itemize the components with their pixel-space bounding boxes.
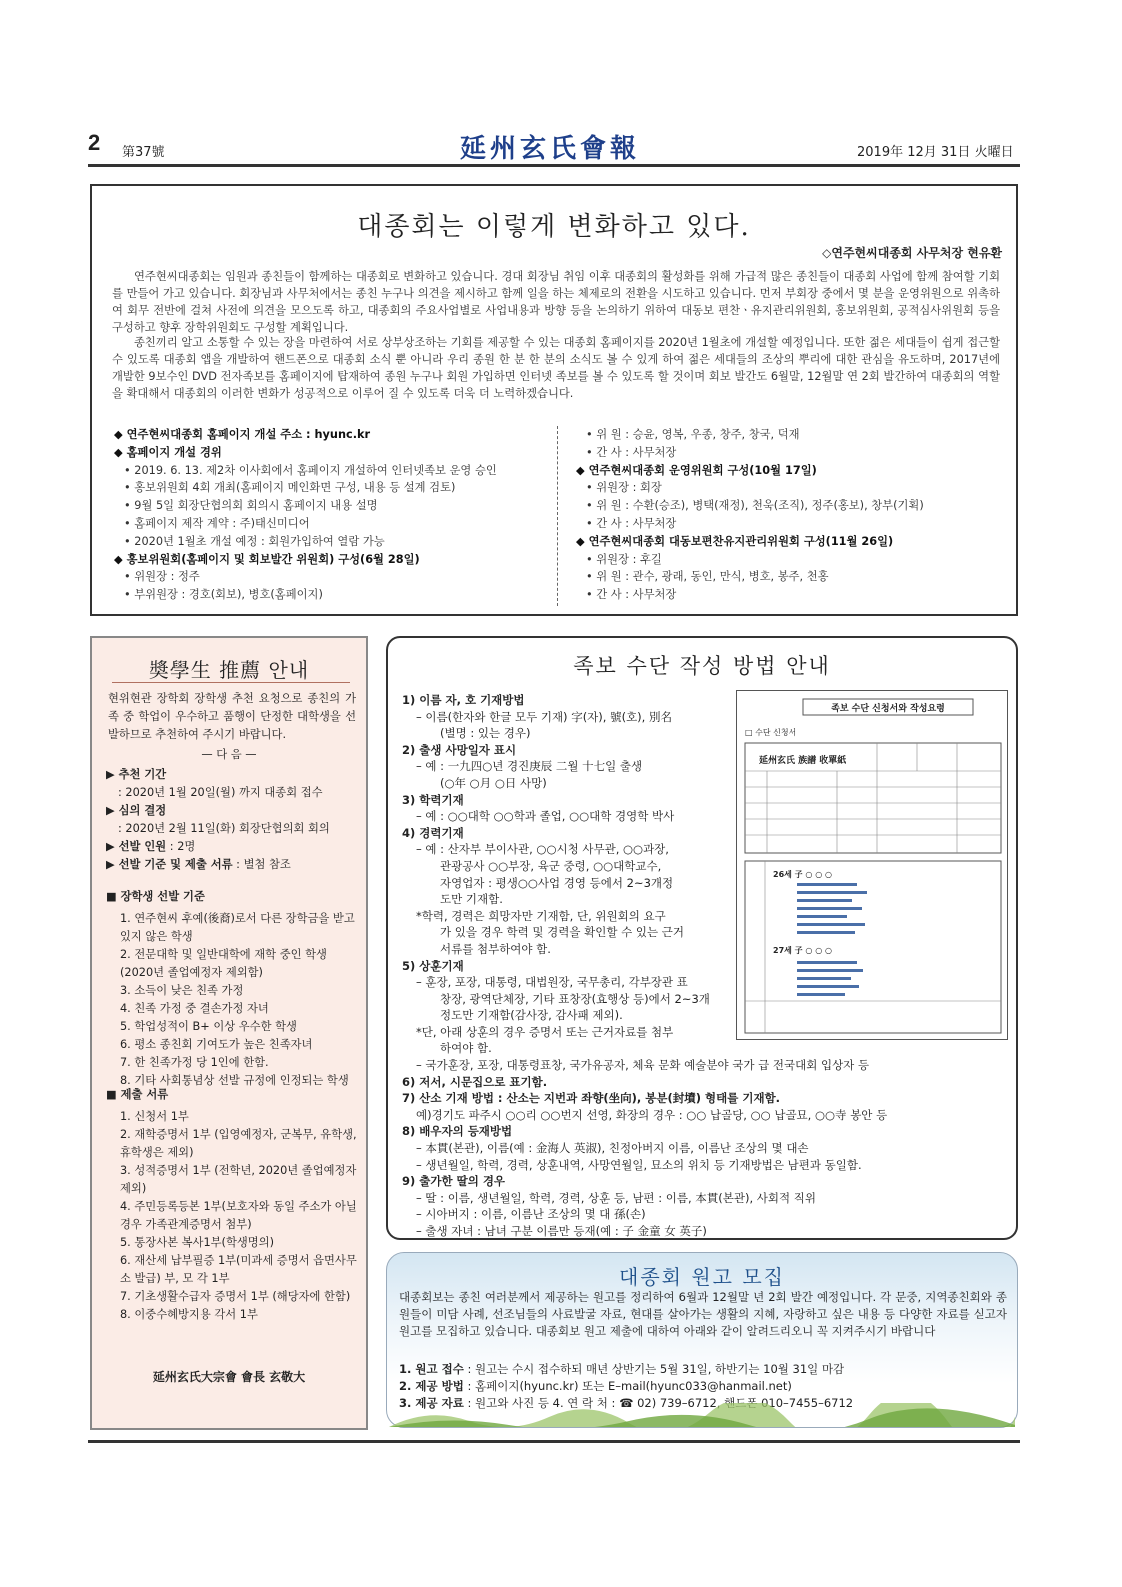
info-row	[106, 766, 358, 802]
recruit-item-label: 3. 제공 자료	[399, 1396, 464, 1410]
bullet-item: • 홍보위원회 4회 개최(홈페이지 메인화면 구성, 내용 등 설계 검토)	[114, 479, 554, 497]
recruit-item-value: : 원고는 수시 접수하되 매년 상반기는 5월 31일, 하반기는 10월 31일 마감	[463, 1362, 845, 1376]
info-row	[106, 802, 358, 838]
info-value: : 2020년 2월 11일(화) 회장단협의회 회의	[118, 822, 330, 835]
section-heading: ◆ 연주현씨대종회 운영위원회 구성(10월 17일)	[576, 462, 1006, 480]
instruction-line: (별명 : 있는 경우)	[440, 726, 531, 741]
recruit-title: 대종회 원고 모집	[619, 1265, 785, 1289]
criteria-item: 4. 친족 가정 중 결손가정 자녀	[120, 1002, 269, 1015]
bullet-item: • 간 사 : 사무처장	[576, 444, 1006, 462]
issue-number: 第37號	[122, 145, 165, 160]
instruction-line: – 예 : 산자부 부이사관, ○○시청 사무관, ○○과장,	[416, 842, 669, 857]
criteria-item: 5. 학업성적이 B+ 이상 우수한 학생	[120, 1020, 297, 1033]
document-item: 8. 이중수혜방지용 각서 1부	[120, 1308, 258, 1321]
info-label: ▶ 추천 기간	[106, 768, 166, 781]
info-label: ▶ 선발 인원	[106, 840, 166, 853]
document-item: 7. 기초생활수급자 증명서 1부 (해당자에 한함)	[120, 1290, 351, 1303]
bullet-item: • 위 원 : 승윤, 영복, 우종, 창주, 창국, 덕재	[576, 426, 1006, 444]
recruit-item	[399, 1378, 1007, 1395]
instruction-line: – 예 : ○○대학 ○○학과 졸업, ○○대학 경영학 박사	[416, 809, 675, 824]
instruction-line: 가 있을 경우 학력 및 경력을 확인할 수 있는 근거	[440, 925, 684, 940]
instruction-line: – 훈장, 포장, 대통령, 대법원장, 국무총리, 각부장관 표	[416, 975, 688, 990]
document-item: 6. 재산세 납부필증 1부(미과세 증명서 읍면사무소 발급) 부, 모 각 1부	[120, 1254, 357, 1285]
bullet-item: • 홈페이지 제작 계약 : 주)태신미디어	[114, 515, 554, 533]
instruction-line: 예)경기도 파주시 ○○리 ○○번지 선영, 화장의 경우 : ○○ 납골당, ○○ 납골묘, ○○寺 봉안 등	[416, 1107, 888, 1122]
instruction-line: 하여야 함.	[440, 1041, 492, 1056]
instruction-line: *학력, 경력은 희망자만 기재함, 단, 위원회의 요구	[416, 908, 666, 923]
section-heading: ◆ 연주현씨대종회 대동보편찬유지관리위원회 구성(11월 26일)	[576, 533, 1006, 551]
info-label: ▶ 심의 결정	[106, 804, 166, 817]
criteria-item: 8. 기타 사회통념상 선발 규정에 인정되는 학생	[120, 1074, 349, 1087]
recruit-item-label: 2. 제공 방법	[399, 1379, 464, 1393]
document-item: 3. 성적증명서 1부 (전학년, 2020년 졸업예정자 제외)	[120, 1164, 357, 1195]
bullet-item: • 2020년 1월초 개설 예정 : 회원가입하여 열람 가능	[114, 533, 554, 551]
manuscript-recruit-box	[386, 1252, 1018, 1428]
page-number: 2	[88, 130, 101, 155]
selection-title: ■ 장학생 선발 기준	[106, 888, 358, 906]
instruction-line: – 국가훈장, 포장, 대통령표창, 국가유공자, 체육 문화 예술분야 국가 급 전국대회 입상자 등	[416, 1058, 870, 1073]
form-gen-27: 27세 子 ○ ○ ○	[773, 946, 832, 955]
sample-form-drawing	[737, 691, 1009, 1041]
info-row	[106, 856, 358, 874]
issue-date: 2019年 12月 31日 火曜日	[857, 145, 1014, 160]
section-heading: ◆ 연주현씨대종회 홈페이지 개설 주소 : hyunc.kr	[114, 426, 554, 444]
section-heading: ◆ 홈페이지 개설 경위	[114, 444, 554, 462]
newspaper-title: 延州玄氏會報	[460, 134, 641, 164]
document-item: 5. 통장사본 복사1부(학생명의)	[120, 1236, 275, 1249]
scholarship-title: 奬學生 推薦 안내	[148, 658, 310, 682]
bullet-item: • 2019. 6. 13. 제2차 이사회에서 홈페이지 개설하여 인터넷족보 운영 승인	[114, 462, 554, 480]
instruction-heading: 5) 상훈기재	[402, 958, 464, 973]
instruction-heading: 8) 배우자의 등재방법	[402, 1124, 513, 1139]
article-right-column	[576, 426, 1006, 604]
info-label: ▶ 선발 기준 및 제출 서류	[106, 858, 233, 871]
instruction-line: 창장, 광역단체장, 기타 표창장(효행상 등)에서 2~3개	[440, 991, 710, 1006]
form-gen-26: 26세 子 ○ ○ ○	[773, 870, 832, 879]
instruction-heading: 9) 출가한 딸의 경우	[402, 1174, 506, 1189]
bullet-item: • 위원장 : 후길	[576, 551, 1006, 569]
article-title: 대종회는 이렇게 변화하고 있다.	[357, 212, 751, 242]
bullet-item: • 위 원 : 관수, 광래, 동인, 만식, 병호, 봉주, 천홍	[576, 568, 1006, 586]
criteria-item: 3. 소득이 낮은 친족 가정	[120, 984, 244, 997]
selection-criteria	[106, 888, 358, 1090]
title-underline	[112, 682, 350, 683]
article-paragraph: 연주현씨대종회는 임원과 종친들이 함께하는 대종회로 변화하고 있습니다. 경대 회장님 취임 이후 대종회의 활성화를 위해 가급적 많은 종친들이 대종회 사업에 함께 참여할 기회를 만들어 가고 있습니다. 회장님과 사무처에서는 종친 누구나 의견을 제시하고 함께 일을 하는 체제로의 전환을 시도하고 있습니다. 먼저 부회장 중에서 몇 분을 운영위원으로 위촉하여 회무 전반에 걸쳐 사전에 의견을 모으도록 하고, 대종회의 주요사업별로 사업내용과 방향 등을 논의하기 위하여 대동보 편찬ㆍ유지관리위원회, 홍보위원회, 공적심사위원회 등을 구성하고 향후 장학위원회도 구성할 계획입니다.	[112, 270, 1000, 334]
criteria-item: 2. 전문대학 및 일반대학에 재학 중인 학생 (2020년 졸업예정자 제외함)	[120, 948, 327, 979]
instruction-line: (○年 ○月 ○日 사망)	[440, 775, 547, 790]
info-value: : 2명	[166, 840, 196, 853]
instruction-line: 정도만 기재함(감사장, 감사패 제외).	[440, 1008, 623, 1023]
instruction-heading: 3) 학력기재	[402, 792, 464, 807]
article-byline: ◇연주현씨대종회 사무처장 현유환	[822, 246, 1002, 260]
recruit-item-value: : 홈페이지(hyunc.kr) 또는 E–mail(hyunc033@hanmail.net)	[463, 1379, 792, 1393]
bullet-item: • 부위원장 : 경호(회보), 병호(홈페이지)	[114, 586, 554, 604]
criteria-item: 6. 평소 종친회 기여도가 높은 친족자녀	[120, 1038, 313, 1051]
recruit-item-value: : 원고와 사진 등 4. 연 락 처 : ☎ 02) 739–6712, 핸드폰 010–7455–6712	[463, 1396, 854, 1410]
header-rule	[88, 164, 1020, 167]
bullet-item: • 위원장 : 회장	[576, 479, 1006, 497]
submission-title: ■ 제출 서류	[106, 1086, 358, 1104]
submission-docs	[106, 1086, 358, 1324]
info-row	[106, 838, 358, 856]
scholarship-intro: 현위현관 장학회 장학생 추천 요청으로 종친의 가족 중 학업이 우수하고 품행이 단정한 대학생을 선발하므로 추천하여 주시기 바랍니다.	[108, 692, 356, 741]
scholarship-info	[106, 766, 358, 874]
bullet-item: • 9월 5일 회장단협의회 회의시 홈페이지 내용 설명	[114, 497, 554, 515]
instruction-line: 관광공사 ○○부장, 육군 중령, ○○대학교수,	[440, 858, 662, 873]
grass-decoration	[389, 1403, 1015, 1427]
instruction-heading: 2) 출생 사망일자 표시	[402, 742, 517, 757]
form-heading: 延州玄氏 族譜 收單紙	[759, 756, 847, 766]
scholarship-dagum: — 다 음 —	[201, 748, 257, 761]
instruction-heading: 7) 산소 기재 방법 : 산소는 지번과 좌향(坐向), 봉분(封墳) 형태를 기재함.	[402, 1091, 781, 1106]
instruction-line: – 출생 자녀 : 남녀 구분 이름만 등재(예 : 子 金童 女 英子)	[416, 1224, 707, 1238]
section-heading: ◆ 홍보위원회(홈페이지 및 회보발간 위원회) 구성(6월 28일)	[114, 551, 554, 569]
bullet-item: • 위원장 : 정주	[114, 568, 554, 586]
instruction-heading: 6) 저서, 시문집으로 표기함.	[402, 1074, 548, 1089]
instruction-line: – 예 : 一九四○년 경진庚辰 二월 十七일 출생	[416, 759, 643, 774]
bullet-item: • 간 사 : 사무처장	[576, 586, 1006, 604]
form-title: 족보 수단 신청서와 작성요령	[831, 704, 945, 714]
jokbo-guide-box	[386, 636, 1018, 1240]
instruction-line: – 생년월일, 학력, 경력, 상훈내역, 사망연월일, 묘소의 위치 등 기재방법은 남편과 동일함.	[416, 1157, 862, 1172]
footer-rule	[88, 1440, 1020, 1443]
recruit-body: 대종회보는 종친 여러분께서 제공하는 원고를 정리하여 6월과 12월말 년 2회 발간 예정입니다. 각 문중, 지역종친회와 종원들이 미담 사례, 선조님들의 사료발굴 자료, 현대를 살아가는 생활의 지혜, 자랑하고 싶은 내용 등 다양한 자료를 싣고자 원고를 모집하고 있습니다. 대종회보 원고 제출에 대하여 아래와 같이 알려드리오니 꼭 지켜주시기 바랍니다	[399, 1290, 1007, 1338]
instruction-line: *단, 아래 상훈의 경우 증명서 또는 근거자료를 첨부	[416, 1024, 674, 1039]
document-item: 1. 신청서 1부	[120, 1110, 189, 1123]
bullet-item: • 간 사 : 사무처장	[576, 515, 1006, 533]
article-box	[90, 184, 1018, 616]
instruction-line: – 시아버지 : 이름, 이름난 조상의 몇 대 孫(손)	[416, 1207, 646, 1222]
instruction-line: 서류를 첨부하여야 함.	[440, 941, 551, 956]
instruction-line: – 本貫(본관), 이름(예 : 金海人 英淑), 친정아버지 이름, 이름난 조상의 몇 대손	[416, 1141, 809, 1156]
article-left-column	[114, 426, 554, 604]
info-value: : 별첨 참조	[232, 858, 291, 871]
sample-form-image	[736, 690, 1008, 1040]
criteria-item: 7. 한 친족가정 당 1인에 한함.	[120, 1056, 269, 1069]
instruction-line: 자영업자 : 평생○○사업 경영 등에서 2~3개정	[440, 875, 674, 890]
instruction-line: – 딸 : 이름, 생년월일, 학력, 경력, 상훈 등, 남편 : 이름, 本貫(본관), 사회적 직위	[416, 1190, 816, 1205]
article-paragraph: 종친끼리 알고 소통할 수 있는 장을 마련하여 서로 상부상조하는 기회를 제공할 수 있는 대종회 홈페이지를 2020년 1월초에 개설할 예정입니다. 또한 젊은 세대들이 쉽게 접근할 수 있도록 대종회 앱을 개발하여 핸드폰으로 대종회 소식 뿐 아니라 우리 종원 한 분 한 분의 소식도 볼 수 있게 하여 젊은 세대들의 조상의 뿌리에 대한 관심을 유도하며, 2017년에 개발한 9보수인 DVD 전자족보를 홈페이지에 탑재하여 종원 누구나 회원 가입하면 인터넷 족보를 볼 수 있도록 할 것이며 회보 발간도 6월말, 12월말 연 2회 발간하여 대종회의 역할을 확대해서 대종회의 이러한 변화가 성공적으로 이루어 질 수 있도록 더욱 더 노력하겠습니다.	[112, 336, 1000, 400]
form-subtitle: □ 수단 신청서	[745, 728, 797, 737]
instruction-line: – 이름(한자와 한글 모두 기재) 字(자), 號(호), 別名	[416, 709, 672, 724]
recruit-item-label: 1. 원고 접수	[399, 1362, 464, 1376]
instruction-line: 도만 기재함.	[440, 892, 503, 907]
instruction-heading: 1) 이름 자, 호 기재방법	[402, 693, 525, 707]
scholarship-box	[90, 636, 368, 1430]
jokbo-title: 족보 수단 작성 방법 안내	[573, 654, 831, 678]
scholarship-signature: 延州玄氏大宗會 會長 玄敬大	[152, 1370, 306, 1384]
info-value: : 2020년 1월 20일(월) 까지 대종회 접수	[118, 786, 323, 799]
instruction-heading: 4) 경력기재	[402, 825, 464, 840]
column-divider	[557, 426, 558, 606]
document-item: 4. 주민등록등본 1부(보호자와 동일 주소가 아닐 경우 가족관계증명서 첨부)	[120, 1200, 357, 1231]
document-item: 2. 재학증명서 1부 (입영예정자, 군복무, 유학생, 휴학생은 제외)	[120, 1128, 357, 1159]
bullet-item: • 위 원 : 수환(승조), 병택(재정), 천욱(조직), 정주(홍보), 창부(기획)	[576, 497, 1006, 515]
criteria-item: 1. 연주현씨 후예(後裔)로서 다른 장학금을 받고 있지 않은 학생	[120, 912, 355, 943]
recruit-item	[399, 1361, 1007, 1378]
